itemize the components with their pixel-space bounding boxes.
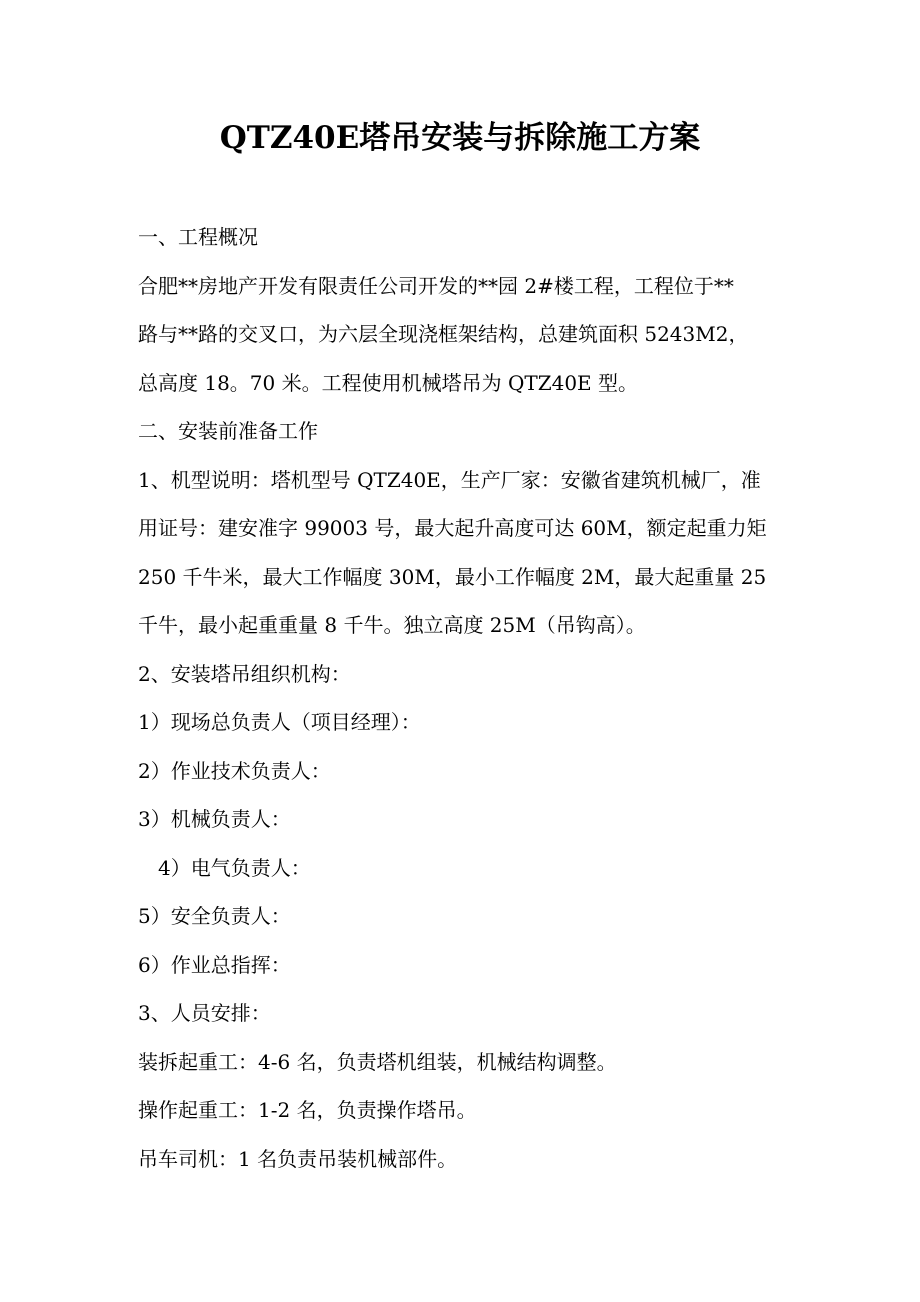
document-title: QTZ40E塔吊安装与拆除施工方案: [219, 120, 701, 156]
paragraph-line: 操作起重工：1-2 名，负责操作塔吊。: [138, 1098, 477, 1122]
paragraph-line: 总高度 18。70 米。工程使用机械塔吊为 QTZ40E 型。: [138, 370, 639, 395]
paragraph-line: 路与**路的交叉口，为六层全现浇框架结构，总建筑面积 5243M2，: [138, 322, 749, 346]
paragraph-line: 千牛，最小起重重量 8 千牛。独立高度 25M（吊钩高）。: [138, 613, 646, 637]
paragraph-line: 装拆起重工：4-6 名，负责塔机组装，机械结构调整。: [138, 1049, 617, 1074]
document-body: [138, 213, 788, 1183]
paragraph-line: 250 千牛米，最大工作幅度 30M，最小工作幅度 2M，最大起重量 25: [138, 564, 767, 589]
subheading-organization: 2、安装塔吊组织机构：: [138, 661, 351, 686]
subheading-staffing: 3、人员安排：: [138, 1001, 271, 1025]
list-item: 3）机械负责人：: [138, 807, 291, 831]
list-item: 1）现场总负责人（项目经理）：: [138, 710, 421, 734]
list-item: 4）电气负责人：: [158, 855, 311, 880]
list-item: 2）作业技术负责人：: [138, 758, 331, 783]
list-item: 5）安全负责人：: [138, 904, 291, 928]
paragraph-line: 合肥**房地产开发有限责任公司开发的**园 2#楼工程，工程位于**: [138, 273, 734, 298]
section-heading-preparation: 二、安装前准备工作: [138, 419, 318, 443]
paragraph-line: 用证号：建安准字 99003 号，最大起升高度可达 60M，额定起重力矩: [138, 516, 767, 540]
list-item: 6）作业总指挥：: [138, 952, 291, 977]
paragraph-line: 吊车司机：1 名负责吊装机械部件。: [138, 1146, 458, 1171]
section-heading-overview: 一、工程概况: [138, 225, 258, 249]
paragraph-line: 1、机型说明：塔机型号 QTZ40E，生产厂家：安徽省建筑机械厂，准: [138, 467, 761, 492]
